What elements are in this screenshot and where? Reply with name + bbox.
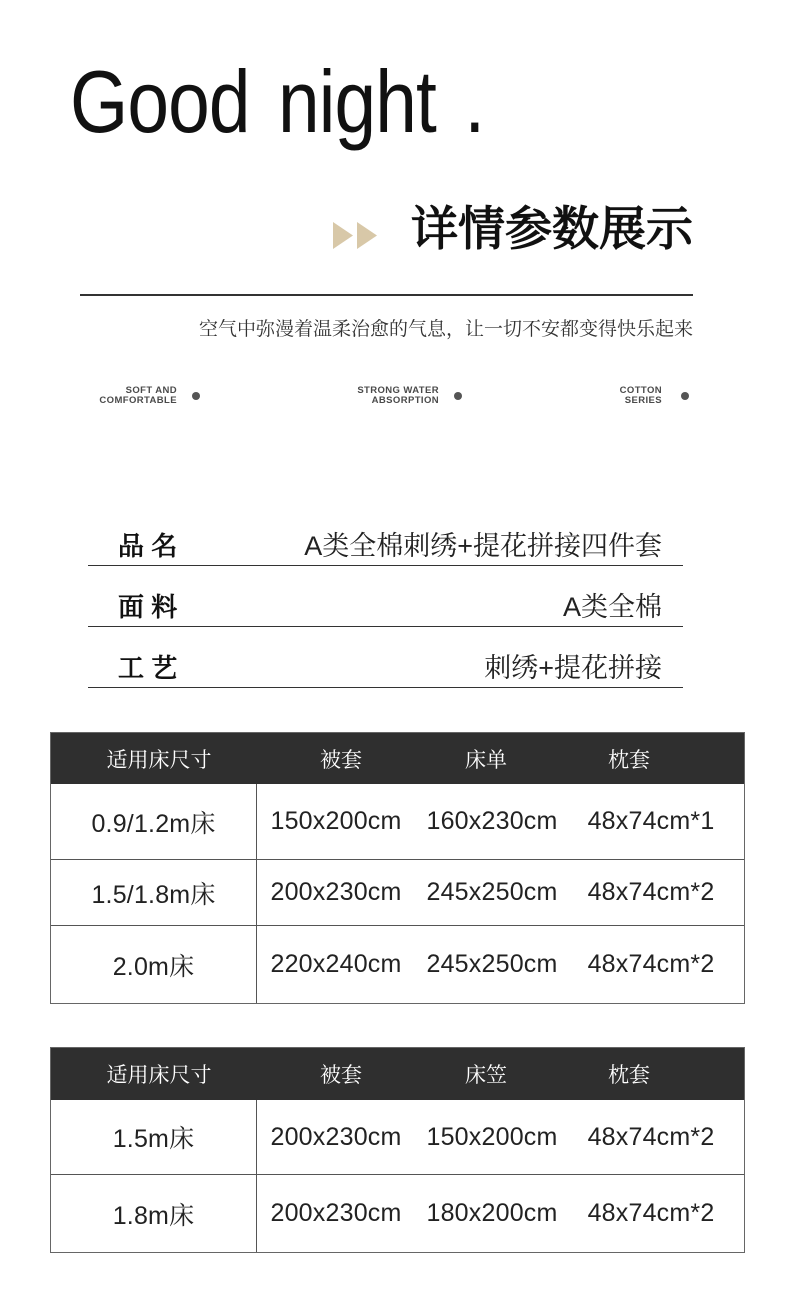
feature-dot-icon [681,392,689,400]
header-cell: 被套 [320,748,362,772]
table-cell: 1.5m床 [51,1100,257,1174]
header-cell: 枕套 [608,748,650,772]
table-cell: 150x200cm [426,1122,558,1151]
table-cell: 48x74cm*2 [587,950,715,978]
table-cell: 245x250cm [426,950,558,978]
hero-title: Good night . [70,52,485,151]
header-cell: 床单 [465,748,507,772]
size-table-fitted-sheet [50,1047,745,1253]
table-row [51,859,744,925]
table-cell: 200x230cm [270,1122,402,1151]
feature-label-line2: COMFORTABLE [99,395,177,406]
table-cell: 48x74cm*1 [587,807,715,835]
header-cell: 适用床尺寸 [106,748,212,772]
header-cell: 床笠 [465,1064,507,1087]
table-header [51,733,744,784]
section-divider [80,294,693,296]
table-cell: 200x230cm [270,878,402,906]
table-cell: 48x74cm*2 [587,1122,715,1151]
spec-value: A类全棉刺绣+提花拼接四件套 [304,531,662,561]
spec-label: 工 艺 [118,653,178,683]
size-table-flat-sheet [50,732,745,1004]
table-cell: 1.8m床 [51,1175,257,1252]
table-header [51,1048,744,1100]
spec-row-fabric [88,566,683,627]
table-cell: 48x74cm*2 [587,1199,715,1227]
feature-badge-soft [99,386,200,406]
table-cell: 1.5/1.8m床 [51,860,257,925]
table-row [51,1100,744,1174]
feature-label-line1: SOFT AND [125,385,177,396]
spec-label: 面 料 [118,592,178,622]
table-cell: 245x250cm [426,878,558,906]
feature-badge-absorption [357,386,462,406]
spec-list [88,505,683,688]
table-cell: 150x200cm [270,807,402,835]
spec-label: 品 名 [118,531,178,561]
spec-row-name [88,505,683,566]
feature-label [357,386,439,406]
header-cell: 适用床尺寸 [106,1064,212,1087]
table-cell: 220x240cm [270,950,402,978]
feature-dot-icon [192,392,200,400]
table-cell: 2.0m床 [51,926,257,1003]
feature-label-line2: SERIES [624,395,662,406]
feature-label-line1: COTTON [619,385,662,396]
table-row [51,784,744,859]
section-subtitle: 空气中弥漫着温柔治愈的气息，让一切不安都变得快乐起来 [198,319,693,340]
double-arrow-icon [333,222,379,249]
feature-label [99,386,177,406]
table-cell: 200x230cm [270,1199,402,1227]
header-cell: 枕套 [608,1064,650,1087]
spec-row-craft [88,627,683,688]
table-cell: 0.9/1.2m床 [51,784,257,859]
table-cell: 180x200cm [426,1199,558,1227]
feature-dot-icon [454,392,462,400]
table-cell: 48x74cm*2 [587,878,715,906]
feature-label-line1: STRONG WATER [357,385,439,396]
section-title: 详情参数展示 [411,202,693,255]
table-row [51,925,744,1003]
feature-label [620,386,662,406]
header-cell: 被套 [320,1064,362,1087]
spec-value: A类全棉 [562,592,662,622]
spec-value: 刺绣+提花拼接 [484,653,662,683]
table-cell: 160x230cm [426,807,558,835]
feature-label-line2: ABSORPTION [371,395,439,406]
table-row [51,1174,744,1252]
feature-badge-cotton [620,386,689,406]
